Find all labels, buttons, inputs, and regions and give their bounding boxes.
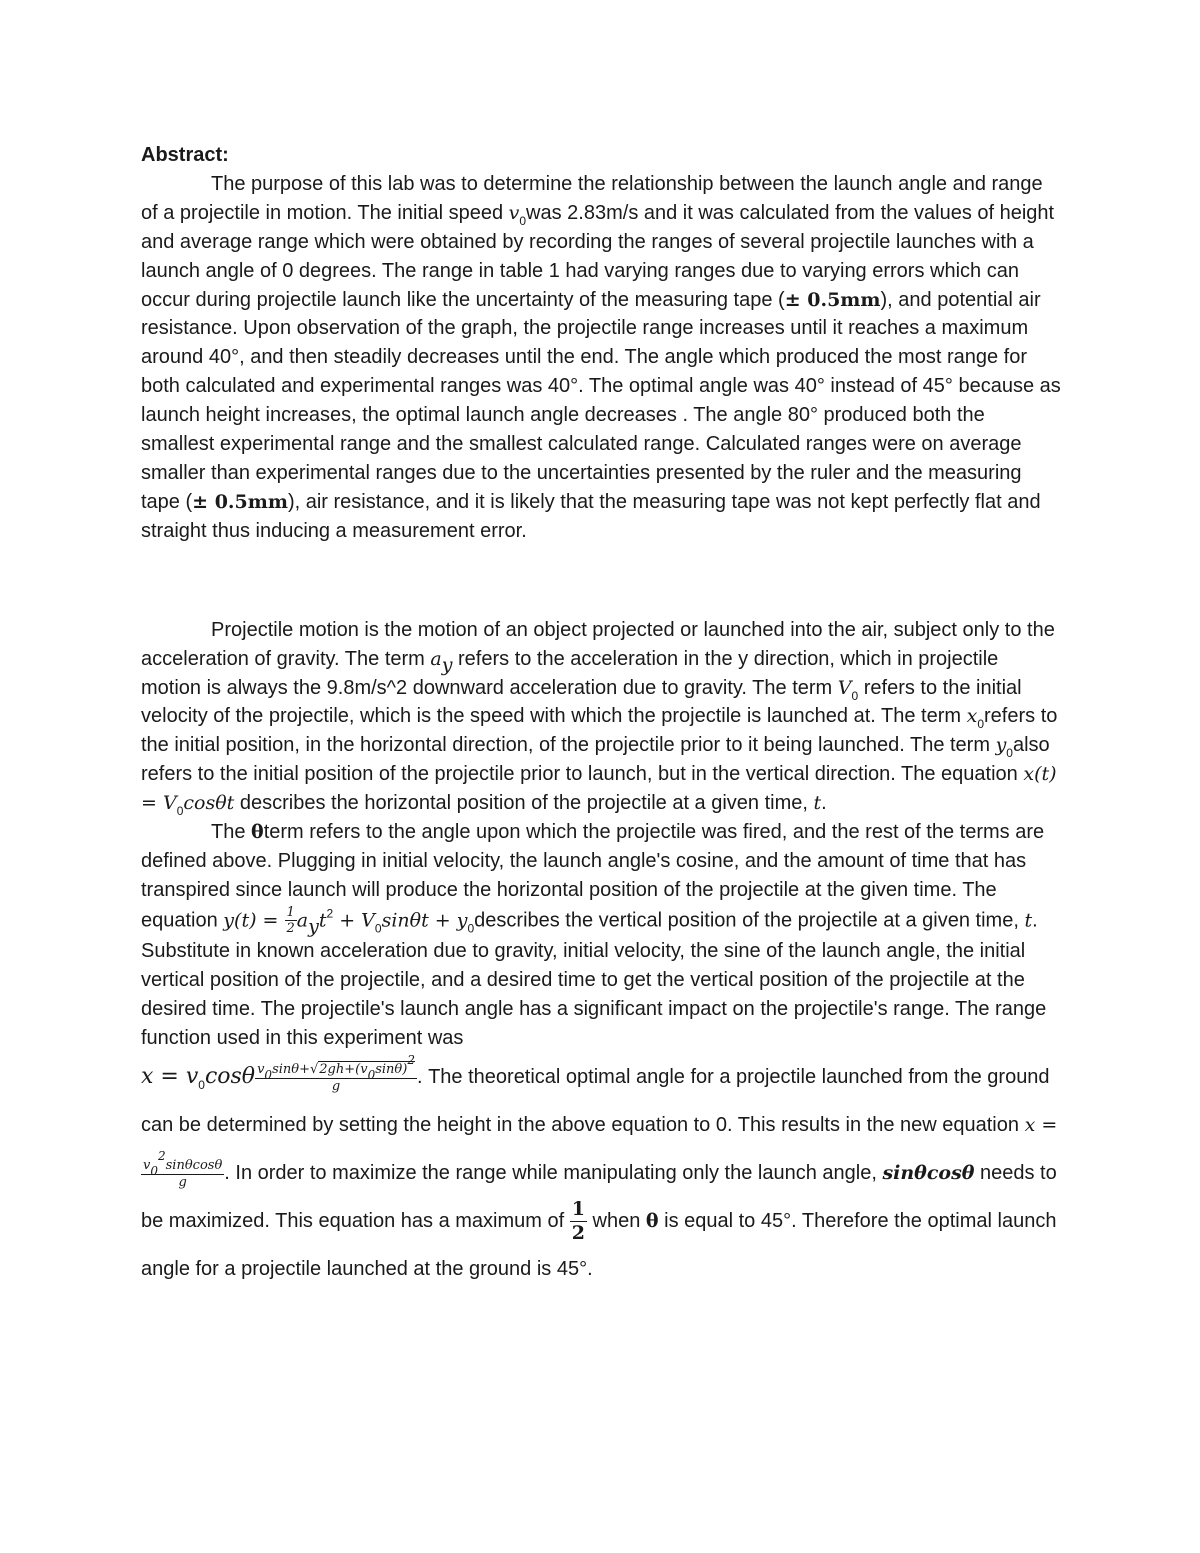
text: also refers to the initial position of the projectile prior to launch, but in the vertical direction. The equation <box>141 734 1050 786</box>
fraction-range <box>255 1053 417 1094</box>
fraction-new-eq <box>141 1149 224 1190</box>
superscript: 2 <box>326 906 334 921</box>
text: The <box>211 821 252 844</box>
text: refers to the initial position, in the horizontal direction, of the projectile prior to it being launched. The term <box>141 705 1058 757</box>
math-y: y <box>456 909 468 932</box>
math-V: V <box>361 909 375 932</box>
numerator: 1 <box>571 1197 585 1220</box>
math-a: a <box>430 647 442 670</box>
math-text: sinθcosθ <box>165 1158 223 1174</box>
subscript: 0 <box>264 1068 273 1083</box>
numerator: $v_0\sin\theta+√2gh+(v_0\sin\theta)^2$ <box>257 1053 415 1083</box>
text: ), air resistance, and it is likely that the measuring tape was not kept perfectly flat and straight thus inducing a measurement error. <box>141 490 1041 542</box>
math-t: t <box>813 792 822 815</box>
math-a: a <box>296 909 309 932</box>
text: is equal to 45°. Therefore the optimal launch angle for a projectile launched at the ground is 45°. <box>141 1209 1057 1280</box>
denominator: g <box>178 1174 187 1190</box>
text: . In order to maximize the range while manipulating only the launch angle, <box>224 1161 883 1184</box>
text: Projectile motion is the motion of an object projected or launched into the air, subject only to the acceleration of gravity. The term <box>141 618 1055 670</box>
text: refers to the acceleration in the y direction, which in projectile motion is always the 9.8m/s^2 downward acceleration due to gravity. The term <box>141 647 999 699</box>
math-V: V <box>162 792 177 815</box>
text: refers to the initial velocity of the projectile, which is the speed with which the projectile is launched at. The term <box>141 676 1022 728</box>
math-x: x = <box>1024 1113 1058 1136</box>
math-v: v <box>508 201 520 224</box>
subscript: 0 <box>150 1164 158 1179</box>
math-eq-x: cosθt <box>183 792 235 815</box>
subscript: y <box>441 653 453 676</box>
subscript: 0 <box>198 1077 205 1092</box>
text: describes the horizontal position of the projectile at a given time, <box>234 792 814 815</box>
denominator: 2 <box>571 1221 585 1244</box>
range-equation-line <box>141 1053 1061 1293</box>
text: term refers to the angle upon which the projectile was fired, and the rest of the terms are defined above. Plugging in initial velocity, the launch angle's cosine, and the amount of time that has transpired since launch will produce the horizontal position of the projectile at the given time. The equation <box>141 821 1045 932</box>
document-content <box>141 141 1061 1293</box>
math-x: x <box>966 705 978 728</box>
denominator: g <box>331 1078 341 1094</box>
math-theta: θ <box>645 1209 659 1232</box>
superscript: 2 <box>407 1053 415 1068</box>
abstract-paragraph <box>141 170 1061 546</box>
math-sin: sinθt <box>381 909 429 932</box>
math-v: v <box>143 1158 151 1174</box>
subscript: 0 <box>367 1068 376 1083</box>
text: ), and potential air resistance. Upon observation of the graph, the projectile range increases until it reaches a maximum around 40°, and then steadily decreases until the end. The angle which produced the most range for both calculated and experimental ranges was 40°. The optimal angle was 40° instead of 45° because as launch height increases, the optimal launch angle decreases . The angle 80° produced both the smallest experimental range and the smallest calculated range. Calculated ranges were on average smaller than experimental ranges due to the uncertainties presented by the ruler and the measuring tape ( <box>141 288 1061 513</box>
math-range-lhs: x = <box>141 1063 186 1089</box>
text: . The theoretical optimal angle for a projectile launched from the ground can be determined by setting the height in the above equation to 0. This results in the new equation <box>141 1065 1050 1136</box>
body-paragraph-2 <box>141 818 1061 1053</box>
subscript: 0 <box>1006 746 1013 761</box>
subscript: 0 <box>374 921 382 936</box>
subscript: 0 <box>977 717 985 732</box>
math-v: v <box>185 1063 199 1089</box>
abstract-heading: Abstract: <box>141 144 229 166</box>
text: describes the vertical position of the projectile at a given time, <box>474 909 1025 932</box>
text: . Substitute in known acceleration due to gravity, initial velocity, the sine of the launch angle, the initial vertical position of the projectile, and a desired time to get the vertical position of the projectile at the desired time. The projectile's launch angle has a significant impact on the projectile's range. The range function used in this experiment was <box>141 909 1047 1049</box>
spacer <box>141 546 1061 616</box>
text: . <box>821 792 827 815</box>
math-t: t <box>1024 909 1033 932</box>
subscript: 0 <box>176 804 184 819</box>
math-text: sinθ) <box>375 1062 408 1078</box>
math-uncertainty: ± 0.5mm <box>192 490 288 513</box>
math-plus: + <box>428 909 457 932</box>
math-v: v <box>360 1062 368 1078</box>
denominator: 2 <box>286 921 295 937</box>
math-uncertainty: ± 0.5mm <box>784 288 881 311</box>
numerator <box>141 1149 224 1179</box>
subscript: y <box>308 915 319 938</box>
math-eq-x: x(t) = <box>141 763 1057 815</box>
math-text: sinθ+ <box>272 1062 310 1078</box>
math-sincos: sinθcosθ <box>882 1161 975 1184</box>
subscript: 0 <box>467 921 475 936</box>
text: was 2.83m/s and it was calculated from the values of height and average range which were obtained by recording the ranges of several projectile launches with a launch angle of 0 degrees. The range in table 1 had varying ranges due to varying errors which can occur during projectile launch like the uncertainty of the measuring tape ( <box>141 201 1055 311</box>
math-cos: cosθ <box>204 1063 256 1089</box>
text: The purpose of this lab was to determine the relationship between the launch angle and range of a projectile in motion. The initial speed <box>141 172 1043 224</box>
superscript: 2 <box>158 1149 166 1164</box>
subscript: 0 <box>851 688 859 703</box>
numerator: 1 <box>286 904 295 920</box>
fraction-half <box>285 905 297 937</box>
math-text: 2gh+( <box>319 1062 361 1078</box>
math-eq-y: y(t) = <box>223 909 285 932</box>
math-t: t <box>318 909 327 932</box>
fraction-half-bold <box>570 1198 587 1245</box>
math-V: V <box>837 676 852 699</box>
math-v: v <box>257 1062 265 1078</box>
text: needs to be maximized. This equation has a maximum of <box>141 1161 1057 1232</box>
subscript: 0 <box>519 213 527 228</box>
text: when <box>586 1209 646 1232</box>
body-paragraph-1 <box>141 616 1061 818</box>
math-y: y <box>995 734 1007 757</box>
math-theta: θ <box>251 821 264 844</box>
math-plus: + <box>333 909 362 932</box>
